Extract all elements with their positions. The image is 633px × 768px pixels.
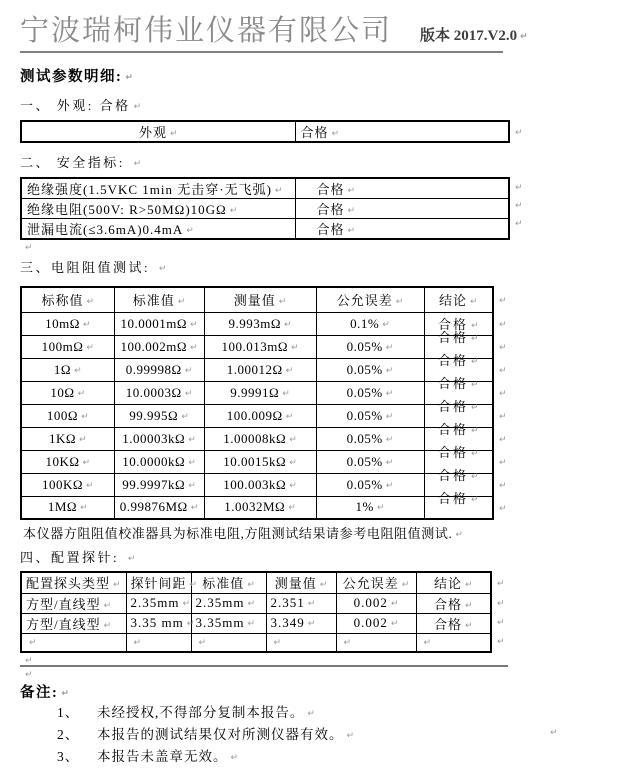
measured-cell: 1.00012Ω ↵ — [204, 358, 316, 381]
nominal-cell: 1KΩ ↵ — [21, 427, 114, 450]
safety-item-cell: 绝缘强度(1.5VKC 1min 无击穿·无飞弧) ↵ — [21, 178, 295, 199]
remark-text: 本报告未盖章无效。 ↵ — [97, 747, 238, 768]
remark-number: 2、 — [57, 727, 80, 742]
paragraph-mark-icon — [515, 195, 523, 213]
probe-spacing-cell: 3.35 mm ↵ — [126, 613, 191, 633]
measured-cell: 100.013mΩ ↵ — [204, 335, 316, 358]
section-resistance-heading: 三、电阻阻值测试: ↵ — [20, 257, 633, 276]
table-row — [21, 496, 493, 519]
paragraph-mark-icon — [515, 177, 523, 195]
column-header: 公允误差 ↵ — [336, 572, 416, 593]
resistance-note: 本仪器方阻阻值校准器具为标准电阻,方阻测试结果请参考电阻阻值测试. ↵ — [20, 523, 633, 542]
table-row — [21, 427, 493, 450]
tolerance-cell: 0.002 ↵ — [336, 613, 416, 633]
nominal-cell: 100Ω ↵ — [21, 404, 114, 427]
remark-number: 3、 — [57, 749, 80, 764]
paragraph-mark-icon — [499, 495, 507, 518]
tolerance-cell: 0.05% ↵ — [316, 381, 424, 404]
result-cell: 合格 ↵ — [424, 381, 493, 404]
paragraph-mark-icon — [497, 611, 505, 630]
result-cell: 合格 ↵ — [416, 613, 491, 633]
standard-cell: 99.995Ω ↵ — [114, 404, 204, 427]
probe-table — [20, 571, 492, 653]
nominal-cell: 1MΩ ↵ — [21, 496, 114, 519]
table-row — [21, 312, 493, 335]
tolerance-cell: 0.002 ↵ — [336, 593, 416, 613]
safety-item-cell: 绝缘电阻(500V: R>50MΩ)10GΩ ↵ — [21, 199, 295, 219]
table-row — [21, 178, 509, 199]
result-cell: 合格 ↵ — [424, 358, 493, 381]
measured-cell: 9.9991Ω ↵ — [204, 381, 316, 404]
standard-cell: 3.35mm ↵ — [191, 613, 266, 633]
probe-type-cell: 方型/直线型 ↵ — [21, 613, 126, 633]
nominal-cell: 10KΩ ↵ — [21, 450, 114, 473]
paragraph-mark-icon — [497, 571, 505, 592]
version-label: 版本 2017.V2.0 ↵ — [420, 25, 528, 48]
empty-cell — [336, 633, 416, 652]
table-header-row — [21, 287, 493, 312]
row-end-marks — [515, 177, 523, 231]
remark-text: 本报告的测试结果仅对所测仪器有效。 ↵ — [97, 725, 354, 746]
table-row — [21, 358, 493, 381]
appearance-result-cell: 合格 ↵ — [295, 121, 509, 142]
tolerance-cell: 0.05% ↵ — [316, 473, 424, 496]
remark-item — [20, 725, 633, 746]
column-header: 探针间距 ↵ — [126, 572, 191, 593]
company-name: 宁波瑞柯伟业仪器有限公司 — [20, 15, 393, 47]
column-header: 标称值 ↵ — [21, 287, 114, 312]
section-probe-heading: 四、配置探针: ↵ — [20, 547, 633, 566]
column-header: 结论 ↵ — [424, 287, 493, 312]
appearance-label-cell: 外观 ↵ — [21, 121, 295, 142]
measured-cell: 3.349 ↵ — [266, 613, 336, 633]
probe-type-cell: 方型/直线型 ↵ — [21, 593, 126, 613]
column-header: 标准值 ↵ — [114, 287, 204, 312]
paragraph-mark-icon — [515, 213, 523, 231]
tolerance-cell: 0.05% ↵ — [316, 404, 424, 427]
safety-result-cell: 合格 ↵ — [295, 199, 509, 219]
paragraph-mark-icon — [499, 472, 507, 495]
result-cell: 合格 ↵ — [424, 335, 493, 358]
remark-item — [20, 703, 633, 724]
tolerance-cell: 0.05% ↵ — [316, 335, 424, 358]
nominal-cell: 1Ω ↵ — [21, 358, 114, 381]
standard-cell: 0.99876MΩ ↵ — [114, 496, 204, 519]
appearance-table — [20, 120, 510, 143]
table-row — [21, 199, 509, 219]
paragraph-mark-icon — [20, 240, 633, 252]
nominal-cell: 10Ω ↵ — [21, 381, 114, 404]
paragraph-mark-icon — [497, 630, 505, 649]
table-row — [21, 593, 491, 613]
paragraph-mark-icon — [499, 357, 507, 380]
table-row — [21, 633, 491, 652]
column-header: 配置探头类型 ↵ — [21, 572, 126, 593]
paragraph-mark-icon — [499, 449, 507, 472]
remark-number: 1、 — [57, 705, 80, 720]
table-row — [21, 450, 493, 473]
measured-cell: 10.0015kΩ ↵ — [204, 450, 316, 473]
measured-cell: 100.003kΩ ↵ — [204, 473, 316, 496]
doc-title: 测试参数明细: ↵ — [20, 65, 633, 86]
paragraph-mark-icon — [497, 592, 505, 611]
column-header: 结论 ↵ — [416, 572, 491, 593]
tolerance-cell: 1% ↵ — [316, 496, 424, 519]
standard-cell: 0.99998Ω ↵ — [114, 358, 204, 381]
empty-cell — [191, 633, 266, 652]
tolerance-cell: 0.05% ↵ — [316, 358, 424, 381]
standard-cell: 10.0001mΩ ↵ — [114, 312, 204, 335]
result-cell: 合格 ↵ — [424, 496, 493, 519]
remarks-heading: 备注: ↵ — [20, 681, 633, 702]
remark-text: 未经授权,不得部分复制本报告。 ↵ — [97, 703, 315, 724]
row-end-marks — [499, 286, 507, 518]
nominal-cell: 100mΩ ↵ — [21, 335, 114, 358]
measured-cell: 100.009Ω ↵ — [204, 404, 316, 427]
paragraph-mark-icon — [515, 120, 523, 142]
column-header: 标准值 ↵ — [191, 572, 266, 593]
tolerance-cell: 0.1% ↵ — [316, 312, 424, 335]
paragraph-mark-icon — [499, 380, 507, 403]
column-header: 公允误差 ↵ — [316, 287, 424, 312]
nominal-cell: 100KΩ ↵ — [21, 473, 114, 496]
header-divider — [20, 51, 503, 53]
paragraph-mark-icon — [20, 667, 633, 679]
table-header-row — [21, 572, 491, 593]
empty-cell — [416, 633, 491, 652]
result-cell: 合格 ↵ — [424, 450, 493, 473]
paragraph-mark-icon — [499, 426, 507, 449]
standard-cell: 99.9997kΩ ↵ — [114, 473, 204, 496]
table-row — [21, 381, 493, 404]
measured-cell: 9.993mΩ ↵ — [204, 312, 316, 335]
standard-cell: 2.35mm ↵ — [191, 593, 266, 613]
result-cell: 合格 ↵ — [424, 427, 493, 450]
paragraph-mark-icon — [20, 653, 633, 665]
empty-cell — [126, 633, 191, 652]
safety-item-cell: 泄漏电流(≤3.6mA)0.4mA ↵ — [21, 219, 295, 240]
probe-spacing-cell: 2.35mm ↵ — [126, 593, 191, 613]
column-header: 测量值 ↵ — [266, 572, 336, 593]
result-cell: 合格 ↵ — [424, 473, 493, 496]
table-row — [21, 613, 491, 633]
nominal-cell: 10mΩ ↵ — [21, 312, 114, 335]
standard-cell: 10.0000kΩ ↵ — [114, 450, 204, 473]
section-safety-heading: 二、 安全指标: ↵ — [20, 152, 633, 171]
tolerance-cell: 0.05% ↵ — [316, 450, 424, 473]
standard-cell: 100.002mΩ ↵ — [114, 335, 204, 358]
paragraph-mark-icon — [550, 722, 558, 740]
table-row — [21, 404, 493, 427]
standard-cell: 10.0003Ω ↵ — [114, 381, 204, 404]
tolerance-cell: 0.05% ↵ — [316, 427, 424, 450]
measured-cell: 1.00008kΩ ↵ — [204, 427, 316, 450]
row-end-marks — [497, 571, 505, 649]
measured-cell: 1.0032MΩ ↵ — [204, 496, 316, 519]
column-header: 测量值 ↵ — [204, 287, 316, 312]
table-row — [21, 335, 493, 358]
table-row — [21, 473, 493, 496]
measured-cell: 2.351 ↵ — [266, 593, 336, 613]
paragraph-mark-icon — [499, 403, 507, 426]
row-end-marks — [515, 120, 523, 142]
remark-item — [20, 747, 633, 768]
result-cell: 合格 ↵ — [416, 593, 491, 613]
table-row — [21, 219, 509, 240]
section-appearance-heading: 一、 外观: 合格 ↵ — [20, 95, 633, 114]
result-cell: 合格 ↵ — [424, 404, 493, 427]
safety-result-cell: 合格 ↵ — [295, 178, 509, 199]
standard-cell: 1.00003kΩ ↵ — [114, 427, 204, 450]
paragraph-mark-icon — [499, 311, 507, 334]
safety-table — [20, 177, 510, 240]
resistance-table — [20, 286, 494, 520]
empty-cell — [266, 633, 336, 652]
empty-cell — [21, 633, 126, 652]
paragraph-mark-icon — [499, 286, 507, 311]
report-header — [20, 14, 518, 48]
result-cell: 合格 ↵ — [424, 312, 493, 335]
safety-result-cell: 合格 ↵ — [295, 219, 509, 240]
table-row — [21, 121, 509, 142]
paragraph-mark-icon — [499, 334, 507, 357]
